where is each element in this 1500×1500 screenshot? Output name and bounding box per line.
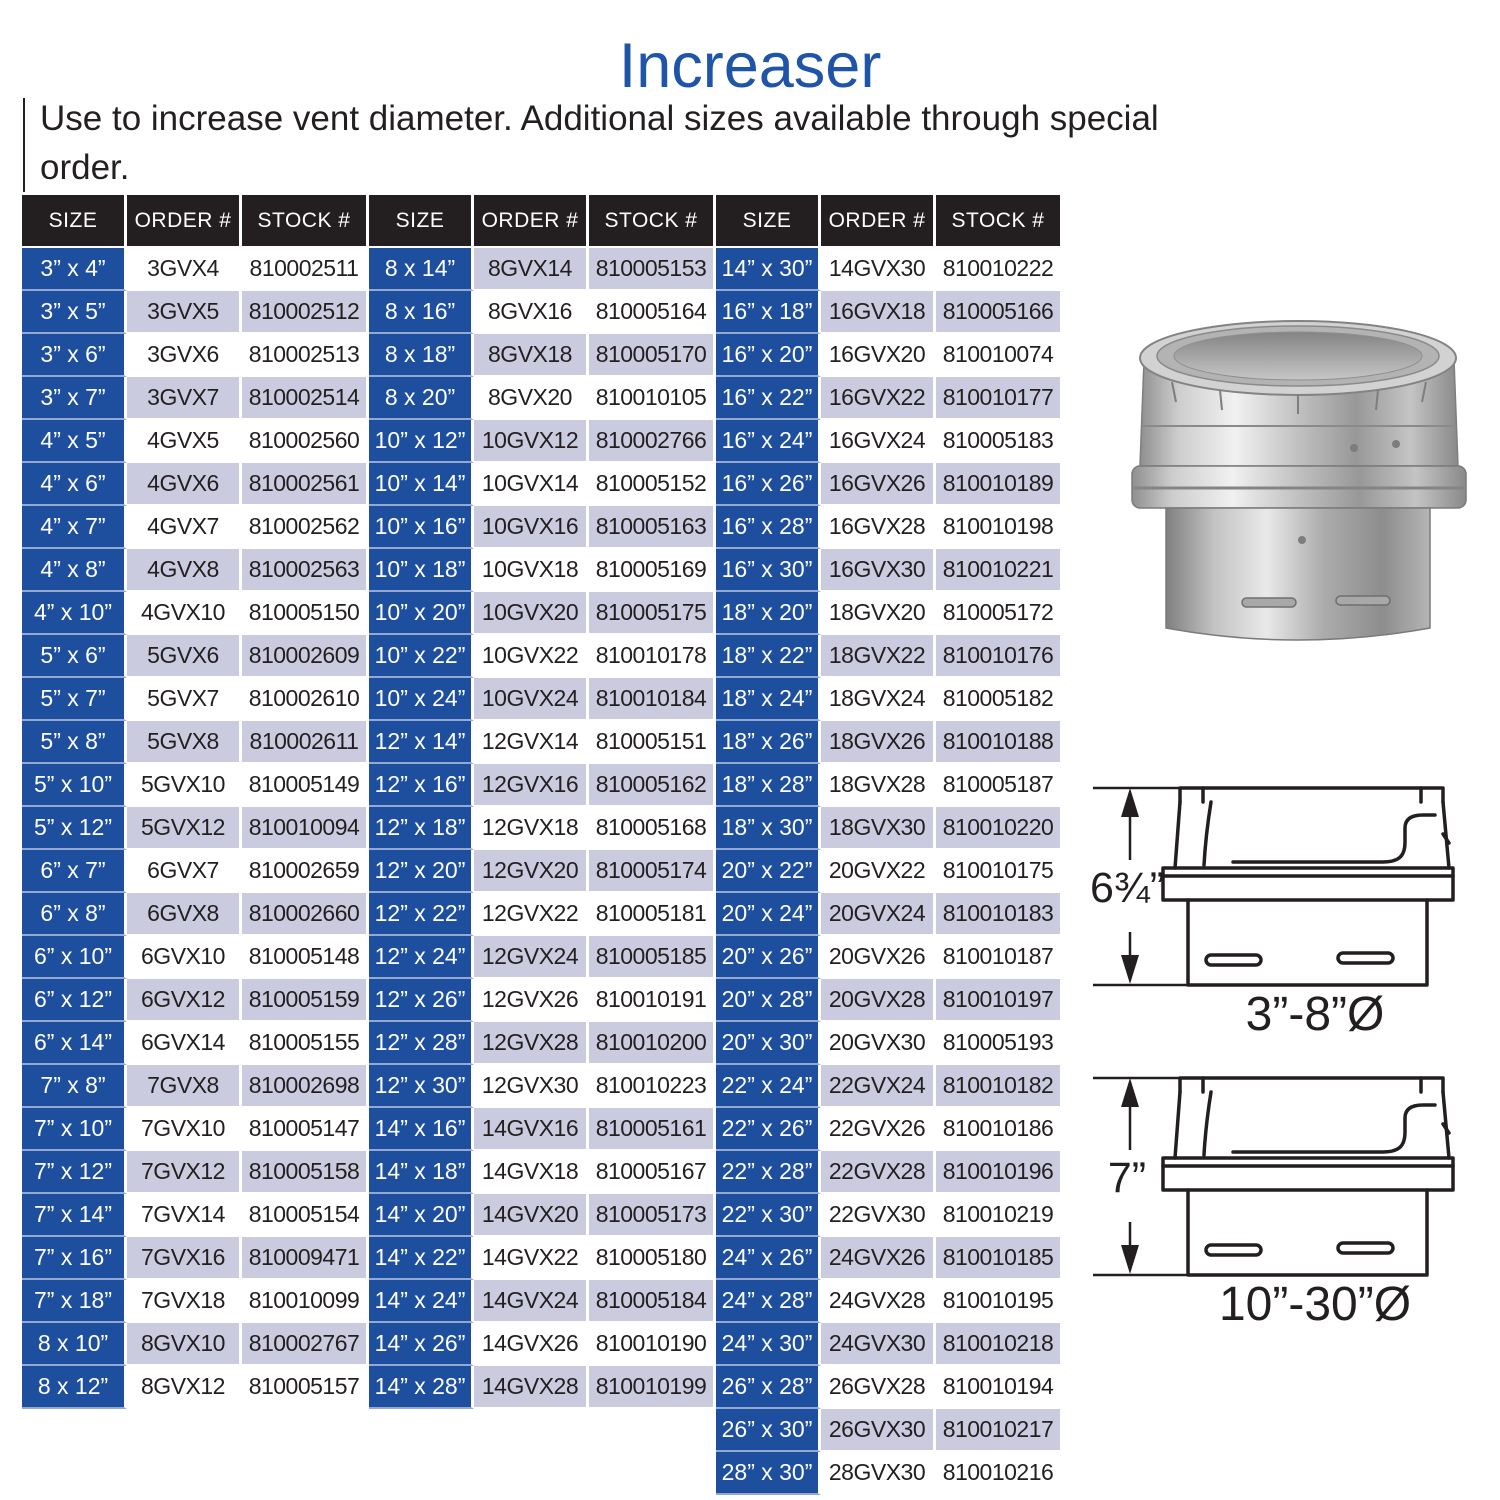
stock-cell: 810010094 [242, 807, 369, 850]
order-cell: 20GVX30 [821, 1022, 936, 1065]
order-cell: 3GVX6 [127, 334, 242, 377]
order-cell: 5GVX6 [127, 635, 242, 678]
size-cell: 18” x 20” [716, 592, 821, 635]
stock-cell: 810005164 [589, 291, 716, 334]
diagram-diameter-label: 10”-30”Ø [1218, 1278, 1412, 1331]
stock-cell: 810010199 [589, 1366, 716, 1409]
size-cell: 3” x 4” [22, 248, 127, 291]
stock-cell: 810010216 [936, 1452, 1063, 1495]
page-description: Use to increase vent diameter. Additional sizes available through special order. [40, 99, 1159, 187]
size-cell: 8 x 14” [369, 248, 474, 291]
order-cell: 4GVX10 [127, 592, 242, 635]
order-cell: 14GVX18 [474, 1151, 589, 1194]
stock-cell: 810010198 [936, 506, 1063, 549]
order-cell: 16GVX22 [821, 377, 936, 420]
size-cell: 26” x 28” [716, 1366, 821, 1409]
diagram-diameter-label: 3”-8”Ø [1245, 988, 1385, 1041]
order-cell: 6GVX10 [127, 936, 242, 979]
size-cell: 20” x 22” [716, 850, 821, 893]
description-left-rule [23, 98, 25, 192]
order-cell: 20GVX24 [821, 893, 936, 936]
order-cell: 8GVX20 [474, 377, 589, 420]
size-cell: 12” x 30” [369, 1065, 474, 1108]
stock-cell: 810010183 [936, 893, 1063, 936]
order-cell: 16GVX20 [821, 334, 936, 377]
order-cell: 8GVX12 [127, 1366, 242, 1409]
size-cell: 22” x 26” [716, 1108, 821, 1151]
diagram-height-label: 6¾” [1089, 864, 1165, 912]
size-cell: 5” x 12” [22, 807, 127, 850]
order-cell: 14GVX22 [474, 1237, 589, 1280]
stock-cell: 810005168 [589, 807, 716, 850]
order-cell: 18GVX22 [821, 635, 936, 678]
stock-cell: 810002698 [242, 1065, 369, 1108]
size-cell: 24” x 26” [716, 1237, 821, 1280]
size-cell: 24” x 28” [716, 1280, 821, 1323]
size-cell: 7” x 16” [22, 1237, 127, 1280]
size-cell: 6” x 8” [22, 893, 127, 936]
stock-cell: 810002511 [242, 248, 369, 291]
order-cell: 5GVX10 [127, 764, 242, 807]
stock-cell: 810002514 [242, 377, 369, 420]
size-cell: 12” x 28” [369, 1022, 474, 1065]
column-header-order-2: ORDER # [474, 195, 589, 248]
size-cell: 16” x 30” [716, 549, 821, 592]
order-cell: 24GVX26 [821, 1237, 936, 1280]
size-cell: 3” x 5” [22, 291, 127, 334]
stock-cell: 810010188 [936, 721, 1063, 764]
size-cell: 12” x 16” [369, 764, 474, 807]
stock-cell: 810005159 [242, 979, 369, 1022]
order-cell: 10GVX18 [474, 549, 589, 592]
size-cell: 20” x 26” [716, 936, 821, 979]
increaser-diagram-large [1083, 1062, 1500, 1332]
order-cell: 26GVX30 [821, 1409, 936, 1452]
size-cell: 4” x 10” [22, 592, 127, 635]
size-cell: 7” x 10” [22, 1108, 127, 1151]
stock-cell: 810005173 [589, 1194, 716, 1237]
order-cell: 4GVX8 [127, 549, 242, 592]
stock-cell: 810005174 [589, 850, 716, 893]
size-cell: 8 x 16” [369, 291, 474, 334]
order-cell: 10GVX16 [474, 506, 589, 549]
diagram-height-label: 7” [1107, 1154, 1147, 1202]
stock-cell: 810010223 [589, 1065, 716, 1108]
stock-cell: 810010175 [936, 850, 1063, 893]
product-photo [1102, 298, 1494, 663]
stock-cell: 810005147 [242, 1108, 369, 1151]
size-cell: 12” x 24” [369, 936, 474, 979]
order-cell: 6GVX14 [127, 1022, 242, 1065]
size-cell: 5” x 8” [22, 721, 127, 764]
stock-cell: 810005183 [936, 420, 1063, 463]
stock-cell: 810002659 [242, 850, 369, 893]
size-cell: 16” x 26” [716, 463, 821, 506]
stock-cell: 810002610 [242, 678, 369, 721]
size-cell: 8 x 18” [369, 334, 474, 377]
stock-cell: 810010105 [589, 377, 716, 420]
size-cell: 10” x 18” [369, 549, 474, 592]
order-cell: 3GVX5 [127, 291, 242, 334]
stock-cell: 810005172 [936, 592, 1063, 635]
order-cell: 7GVX8 [127, 1065, 242, 1108]
order-cell: 4GVX7 [127, 506, 242, 549]
stock-cell: 810005154 [242, 1194, 369, 1237]
order-cell: 20GVX28 [821, 979, 936, 1022]
stock-cell: 810005149 [242, 764, 369, 807]
stock-cell: 810002766 [589, 420, 716, 463]
stock-cell: 810002562 [242, 506, 369, 549]
size-cell: 14” x 18” [369, 1151, 474, 1194]
stock-cell: 810005152 [589, 463, 716, 506]
stock-cell: 810010200 [589, 1022, 716, 1065]
order-cell: 6GVX7 [127, 850, 242, 893]
stock-cell: 810005182 [936, 678, 1063, 721]
column-header-stock-1: STOCK # [242, 195, 369, 248]
size-cell: 12” x 26” [369, 979, 474, 1022]
order-cell: 12GVX18 [474, 807, 589, 850]
size-cell: 26” x 30” [716, 1409, 821, 1452]
order-cell: 14GVX28 [474, 1366, 589, 1409]
order-cell: 8GVX14 [474, 248, 589, 291]
page-title: Increaser [618, 31, 882, 101]
order-cell: 12GVX24 [474, 936, 589, 979]
order-cell: 3GVX7 [127, 377, 242, 420]
stock-cell: 810005155 [242, 1022, 369, 1065]
order-cell: 7GVX14 [127, 1194, 242, 1237]
size-cell: 18” x 24” [716, 678, 821, 721]
stock-cell: 810005148 [242, 936, 369, 979]
stock-cell: 810010191 [589, 979, 716, 1022]
order-cell: 10GVX24 [474, 678, 589, 721]
size-cell: 10” x 14” [369, 463, 474, 506]
order-cell: 4GVX6 [127, 463, 242, 506]
stock-cell: 810010176 [936, 635, 1063, 678]
stock-cell: 810010219 [936, 1194, 1063, 1237]
order-cell: 22GVX30 [821, 1194, 936, 1237]
order-cell: 7GVX10 [127, 1108, 242, 1151]
order-cell: 14GVX24 [474, 1280, 589, 1323]
size-cell: 16” x 28” [716, 506, 821, 549]
stock-cell: 810005180 [589, 1237, 716, 1280]
stock-cell: 810002513 [242, 334, 369, 377]
size-cell: 14” x 16” [369, 1108, 474, 1151]
stock-cell: 810005181 [589, 893, 716, 936]
size-cell: 3” x 6” [22, 334, 127, 377]
size-cell: 18” x 30” [716, 807, 821, 850]
stock-cell: 810005158 [242, 1151, 369, 1194]
increaser-table [22, 195, 1063, 1495]
stock-cell: 810010099 [242, 1280, 369, 1323]
order-cell: 22GVX24 [821, 1065, 936, 1108]
size-cell: 6” x 12” [22, 979, 127, 1022]
stock-cell: 810002609 [242, 635, 369, 678]
column-header-order-1: ORDER # [127, 195, 242, 248]
stock-cell: 810005153 [589, 248, 716, 291]
size-cell: 4” x 6” [22, 463, 127, 506]
size-cell: 16” x 24” [716, 420, 821, 463]
stock-cell: 810005187 [936, 764, 1063, 807]
stock-cell: 810010185 [936, 1237, 1063, 1280]
order-cell: 16GVX26 [821, 463, 936, 506]
size-cell: 20” x 30” [716, 1022, 821, 1065]
order-cell: 14GVX20 [474, 1194, 589, 1237]
order-cell: 7GVX12 [127, 1151, 242, 1194]
order-cell: 12GVX20 [474, 850, 589, 893]
stock-cell: 810010221 [936, 549, 1063, 592]
stock-cell: 810002512 [242, 291, 369, 334]
stock-cell: 810010195 [936, 1280, 1063, 1323]
stock-cell: 810010190 [589, 1323, 716, 1366]
stock-cell: 810005166 [936, 291, 1063, 334]
size-cell: 10” x 12” [369, 420, 474, 463]
stock-cell: 810005150 [242, 592, 369, 635]
column-header-order-3: ORDER # [821, 195, 936, 248]
order-cell: 7GVX18 [127, 1280, 242, 1323]
stock-cell: 810010182 [936, 1065, 1063, 1108]
stock-cell: 810010184 [589, 678, 716, 721]
size-cell: 14” x 30” [716, 248, 821, 291]
size-cell: 14” x 22” [369, 1237, 474, 1280]
stock-cell: 810005193 [936, 1022, 1063, 1065]
size-cell: 18” x 22” [716, 635, 821, 678]
order-cell: 10GVX14 [474, 463, 589, 506]
stock-cell: 810005151 [589, 721, 716, 764]
stock-cell: 810009471 [242, 1237, 369, 1280]
stock-cell: 810010217 [936, 1409, 1063, 1452]
stock-cell: 810002611 [242, 721, 369, 764]
column-header-size-1: SIZE [22, 195, 127, 248]
size-cell: 20” x 24” [716, 893, 821, 936]
stock-cell: 810002767 [242, 1323, 369, 1366]
size-cell: 5” x 7” [22, 678, 127, 721]
stock-cell: 810005170 [589, 334, 716, 377]
order-cell: 8GVX16 [474, 291, 589, 334]
size-cell: 10” x 20” [369, 592, 474, 635]
order-cell: 5GVX12 [127, 807, 242, 850]
order-cell: 5GVX7 [127, 678, 242, 721]
order-cell: 28GVX30 [821, 1452, 936, 1495]
stock-cell: 810010196 [936, 1151, 1063, 1194]
stock-cell: 810010177 [936, 377, 1063, 420]
order-cell: 18GVX28 [821, 764, 936, 807]
size-cell: 28” x 30” [716, 1452, 821, 1495]
size-cell: 10” x 24” [369, 678, 474, 721]
column-header-stock-3: STOCK # [936, 195, 1063, 248]
size-cell: 6” x 14” [22, 1022, 127, 1065]
size-cell: 7” x 18” [22, 1280, 127, 1323]
size-cell: 12” x 22” [369, 893, 474, 936]
stock-cell: 810002560 [242, 420, 369, 463]
order-cell: 22GVX28 [821, 1151, 936, 1194]
column-header-size-2: SIZE [369, 195, 474, 248]
size-cell: 14” x 26” [369, 1323, 474, 1366]
stock-cell: 810005184 [589, 1280, 716, 1323]
stock-cell: 810010197 [936, 979, 1063, 1022]
size-cell: 8 x 20” [369, 377, 474, 420]
stock-cell: 810010187 [936, 936, 1063, 979]
size-cell: 16” x 22” [716, 377, 821, 420]
order-cell: 12GVX14 [474, 721, 589, 764]
size-cell: 18” x 26” [716, 721, 821, 764]
order-cell: 24GVX30 [821, 1323, 936, 1366]
stock-cell: 810002660 [242, 893, 369, 936]
size-cell: 20” x 28” [716, 979, 821, 1022]
size-cell: 16” x 18” [716, 291, 821, 334]
size-cell: 4” x 8” [22, 549, 127, 592]
size-cell: 22” x 24” [716, 1065, 821, 1108]
order-cell: 6GVX12 [127, 979, 242, 1022]
size-cell: 10” x 22” [369, 635, 474, 678]
order-cell: 26GVX28 [821, 1366, 936, 1409]
size-cell: 22” x 30” [716, 1194, 821, 1237]
order-cell: 4GVX5 [127, 420, 242, 463]
order-cell: 10GVX22 [474, 635, 589, 678]
order-cell: 18GVX24 [821, 678, 936, 721]
size-cell: 4” x 7” [22, 506, 127, 549]
size-cell: 12” x 14” [369, 721, 474, 764]
size-cell: 7” x 14” [22, 1194, 127, 1237]
order-cell: 3GVX4 [127, 248, 242, 291]
size-cell: 7” x 8” [22, 1065, 127, 1108]
stock-cell: 810010074 [936, 334, 1063, 377]
stock-cell: 810005169 [589, 549, 716, 592]
order-cell: 10GVX20 [474, 592, 589, 635]
order-cell: 16GVX24 [821, 420, 936, 463]
order-cell: 12GVX16 [474, 764, 589, 807]
size-cell: 14” x 28” [369, 1366, 474, 1409]
size-cell: 24” x 30” [716, 1323, 821, 1366]
stock-cell: 810010222 [936, 248, 1063, 291]
order-cell: 10GVX12 [474, 420, 589, 463]
size-cell: 22” x 28” [716, 1151, 821, 1194]
size-cell: 7” x 12” [22, 1151, 127, 1194]
order-cell: 18GVX26 [821, 721, 936, 764]
order-cell: 16GVX30 [821, 549, 936, 592]
column-header-size-3: SIZE [716, 195, 821, 248]
size-cell: 12” x 18” [369, 807, 474, 850]
order-cell: 7GVX16 [127, 1237, 242, 1280]
stock-cell: 810002561 [242, 463, 369, 506]
order-cell: 20GVX26 [821, 936, 936, 979]
stock-cell: 810005157 [242, 1366, 369, 1409]
stock-cell: 810005185 [589, 936, 716, 979]
size-cell: 18” x 28” [716, 764, 821, 807]
order-cell: 6GVX8 [127, 893, 242, 936]
size-cell: 3” x 7” [22, 377, 127, 420]
size-cell: 5” x 6” [22, 635, 127, 678]
size-cell: 14” x 20” [369, 1194, 474, 1237]
stock-cell: 810010194 [936, 1366, 1063, 1409]
size-cell: 6” x 7” [22, 850, 127, 893]
stock-cell: 810010178 [589, 635, 716, 678]
size-cell: 5” x 10” [22, 764, 127, 807]
order-cell: 5GVX8 [127, 721, 242, 764]
size-cell: 8 x 10” [22, 1323, 127, 1366]
order-cell: 14GVX26 [474, 1323, 589, 1366]
order-cell: 24GVX28 [821, 1280, 936, 1323]
order-cell: 16GVX28 [821, 506, 936, 549]
order-cell: 8GVX10 [127, 1323, 242, 1366]
size-cell: 16” x 20” [716, 334, 821, 377]
increaser-diagram-small [1083, 772, 1500, 1042]
stock-cell: 810005162 [589, 764, 716, 807]
size-cell: 12” x 20” [369, 850, 474, 893]
stock-cell: 810002563 [242, 549, 369, 592]
stock-cell: 810010218 [936, 1323, 1063, 1366]
size-cell: 10” x 16” [369, 506, 474, 549]
order-cell: 14GVX30 [821, 248, 936, 291]
stock-cell: 810005175 [589, 592, 716, 635]
stock-cell: 810005161 [589, 1108, 716, 1151]
order-cell: 18GVX20 [821, 592, 936, 635]
size-cell: 6” x 10” [22, 936, 127, 979]
size-cell: 14” x 24” [369, 1280, 474, 1323]
column-header-stock-2: STOCK # [589, 195, 716, 248]
order-cell: 12GVX30 [474, 1065, 589, 1108]
stock-cell: 810010189 [936, 463, 1063, 506]
order-cell: 8GVX18 [474, 334, 589, 377]
stock-cell: 810005167 [589, 1151, 716, 1194]
order-cell: 16GVX18 [821, 291, 936, 334]
stock-cell: 810005163 [589, 506, 716, 549]
order-cell: 12GVX28 [474, 1022, 589, 1065]
order-cell: 14GVX16 [474, 1108, 589, 1151]
order-cell: 12GVX26 [474, 979, 589, 1022]
order-cell: 20GVX22 [821, 850, 936, 893]
order-cell: 22GVX26 [821, 1108, 936, 1151]
order-cell: 18GVX30 [821, 807, 936, 850]
size-cell: 4” x 5” [22, 420, 127, 463]
stock-cell: 810010220 [936, 807, 1063, 850]
size-cell: 8 x 12” [22, 1366, 127, 1409]
order-cell: 12GVX22 [474, 893, 589, 936]
stock-cell: 810010186 [936, 1108, 1063, 1151]
